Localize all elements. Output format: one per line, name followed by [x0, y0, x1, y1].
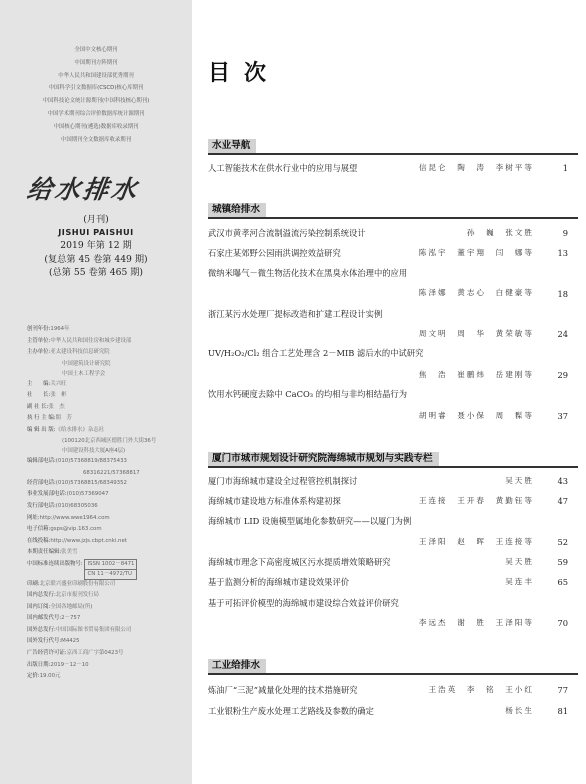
page-number: 59	[557, 557, 568, 567]
meta-label: 副 社 长:	[27, 403, 49, 410]
article-authors: 吴天胜	[505, 557, 534, 566]
index-item: 中国期刊全文数据库收录期刊	[60, 136, 132, 143]
meta-value: (010)57369047	[66, 491, 109, 498]
meta-row	[27, 359, 187, 369]
index-item: 中国科技论文统计源期刊(中国科技核心期刊)	[42, 98, 150, 105]
meta-row	[27, 524, 187, 536]
meta-value: 68316221/57368817	[83, 469, 140, 476]
meta-label: 国外发行代号:	[27, 638, 62, 645]
meta-row	[27, 324, 187, 336]
section-divider	[208, 217, 578, 219]
article-authors: 王连接 王开春 黄勤钰等	[418, 496, 534, 505]
meta-label: 本期责任编辑:	[27, 549, 62, 556]
issn-value: ISSN 1002－8471	[84, 559, 137, 570]
article-authors: 李远杰 谢 胜 王泽阳等	[418, 618, 534, 627]
meta-value: 关兴旺	[50, 380, 67, 387]
meta-value: (010)57368819/88375433	[55, 458, 127, 465]
meta-label: 网址:	[27, 514, 40, 521]
meta-label: 创刊年份:	[27, 326, 51, 332]
publication-details	[27, 324, 187, 683]
meta-row	[27, 336, 187, 348]
article-authors: 吴天胜	[505, 476, 534, 485]
meta-row	[27, 369, 187, 379]
article-authors: 孙 巍 张文胜	[466, 228, 534, 237]
page-number: 37	[557, 411, 568, 421]
meta-label: 主 编:	[27, 380, 51, 387]
section-heading-label: 城镇给排水	[208, 203, 266, 217]
index-item: 中华人民共和国建设部优秀期刊	[58, 72, 134, 79]
meta-row	[27, 648, 187, 660]
article-title: 厦门市海绵城市建设全过程管控机制探讨	[208, 476, 358, 486]
cn-value: CN 11－4972/TU	[84, 570, 137, 580]
article-title: 武汉市黄孝河合流制溢流污染控制系统设计	[208, 228, 366, 238]
table-of-contents	[192, 0, 586, 784]
meta-label: 社 长:	[27, 392, 51, 399]
article-authors: 陈泓宇 董宇翔 闫 娜等	[418, 248, 534, 257]
toc-entry[interactable]	[208, 495, 546, 507]
page-number: 52	[557, 537, 568, 547]
page-title: 目次	[208, 60, 281, 86]
section-heading	[208, 139, 256, 153]
meta-label: 执 行 主 编:	[27, 415, 56, 422]
toc-entry[interactable]	[208, 267, 546, 299]
toc-entry[interactable]	[208, 576, 546, 588]
article-authors: 周文明 周 华 黄荣敏等	[418, 329, 534, 338]
toc-entry[interactable]	[208, 347, 546, 379]
meta-label: 国内订阅:	[27, 603, 51, 610]
meta-value: 中国建筑设计研究院	[62, 360, 111, 367]
meta-row	[27, 513, 187, 525]
meta-row	[27, 671, 187, 683]
meta-value: (100120北京西城区德胜门外大街36号	[62, 438, 157, 445]
page-number: 47	[557, 496, 568, 506]
meta-row	[27, 613, 187, 625]
toc-entry[interactable]	[208, 515, 546, 547]
meta-row	[27, 425, 187, 437]
meta-value: 閤 芳	[55, 415, 72, 422]
toc-entry[interactable]	[208, 556, 546, 568]
frequency: (月刊)	[83, 214, 109, 225]
index-item: 中国核心期刊(遴选)数据库收录期刊	[53, 123, 139, 130]
meta-row	[27, 547, 187, 559]
article-title: 人工智能技术在供水行业中的应用与展望	[208, 163, 358, 173]
toc-entry[interactable]	[208, 308, 546, 340]
meta-label: 国外总发行:	[27, 626, 56, 633]
section-heading	[208, 659, 266, 673]
journal-pinyin: JISHUI PAISHUI	[58, 227, 134, 238]
meta-label: 编辑部电话:	[27, 458, 56, 465]
article-title: 浙江某污水处理厂提标改造和扩建工程设计实例	[208, 309, 383, 319]
article-title: 海绵城市建设地方标准体系构建初探	[208, 496, 341, 506]
page-number: 24	[557, 329, 568, 339]
article-authors: 焦 浩 崔鹏炜 岳建刚等	[418, 370, 534, 379]
section-divider	[208, 153, 578, 155]
meta-row	[27, 478, 187, 490]
meta-value: 《给水排水》杂志社	[55, 426, 105, 433]
meta-row	[27, 446, 187, 456]
meta-row	[27, 636, 187, 648]
meta-label: 国内邮发代号:	[27, 615, 62, 622]
meta-value: 全国各地邮局(所)	[50, 603, 93, 610]
toc-entry[interactable]	[208, 388, 546, 420]
meta-value: 张 杰	[48, 403, 65, 410]
toc-entry[interactable]	[208, 475, 546, 487]
page-number: 81	[557, 706, 568, 716]
meta-value: M4425	[61, 638, 80, 645]
meta-row	[27, 536, 187, 548]
meta-row	[27, 590, 187, 602]
email-link[interactable]: gsps@vip.163.com	[50, 526, 102, 533]
article-title: 基于监测分析的海绵城市建设效果评价	[208, 577, 350, 587]
meta-value: 中国土木工程学会	[62, 370, 106, 377]
article-title: 基于可拓评价模型的海绵城市建设综合效益评价研究	[208, 598, 399, 608]
toc-entry[interactable]	[208, 597, 546, 629]
meta-row	[27, 413, 187, 425]
volume-line-1: (复总第 45 卷第 449 期)	[44, 253, 148, 265]
index-item: 中国学术期刊综合评价数据库统计源期刊	[47, 110, 145, 117]
meta-row	[27, 501, 187, 513]
submission-link[interactable]: http://www.jzjs.cbpt.cnki.net	[50, 537, 127, 544]
page-number: 29	[557, 370, 568, 380]
meta-row-issn	[27, 559, 187, 579]
section-heading-label: 工业给排水	[208, 659, 266, 673]
article-title: 海绵城市 LID 设施模型属地化参数研究——以厦门为例	[208, 516, 412, 526]
meta-value: 1964年	[50, 326, 70, 332]
journal-logo: 给水排水	[25, 175, 142, 204]
meta-row	[27, 379, 187, 391]
page-number: 13	[557, 248, 568, 258]
meta-value: 京西工商广字第0423号	[66, 650, 124, 657]
meta-value: 北京市报刊发行局	[55, 592, 99, 599]
meta-row	[27, 660, 187, 672]
article-authors: 陈泽娜 黄志心 白健豪等	[418, 288, 534, 297]
meta-row	[27, 625, 187, 637]
toc-entry[interactable]	[208, 705, 546, 717]
section-divider	[208, 466, 578, 468]
meta-row	[27, 436, 187, 446]
section-heading-label: 水业导航	[208, 139, 256, 153]
article-authors: 信昆仑 陶 涛 李树平等	[418, 163, 534, 172]
meta-value: 中国建设科技大厦A座4层)	[62, 448, 126, 455]
meta-value: 张美雪	[61, 549, 78, 556]
meta-label: 主办单位:	[27, 349, 51, 356]
meta-value: (010)68305036	[55, 503, 98, 510]
meta-row	[27, 390, 187, 402]
meta-label: 主管单位:	[27, 337, 51, 344]
meta-label: 印刷:	[27, 580, 40, 587]
meta-label: 在线投稿:	[27, 537, 51, 544]
meta-row	[27, 468, 187, 478]
issue-info	[0, 213, 192, 279]
meta-label: 电子信箱:	[27, 526, 51, 533]
article-title: 石家庄某郊野公园雨洪调控效益研究	[208, 248, 341, 258]
section-heading	[208, 203, 266, 217]
meta-value: 19.00元	[39, 673, 61, 680]
index-item: 中国期刊方阵期刊	[74, 59, 118, 66]
meta-value: 张 彬	[50, 392, 67, 399]
meta-value: 2－757	[61, 615, 81, 622]
meta-row	[27, 602, 187, 614]
masthead-sidebar	[0, 0, 192, 784]
meta-row	[27, 347, 187, 359]
article-title: 炼油厂“三泥”减量化处理的技术措施研究	[208, 685, 358, 695]
meta-label: 定价:	[27, 673, 40, 680]
index-item: 中国科学引文数据库(CSCD)核心库期刊	[48, 85, 144, 92]
page-number: 65	[557, 577, 568, 587]
volume-line-2: (总第 55 卷第 465 期)	[48, 266, 143, 278]
toc-entry[interactable]	[208, 162, 546, 174]
article-authors: 王泽阳 赵 晖 王连接等	[418, 537, 534, 546]
meta-label: 广告经营许可证:	[27, 650, 67, 657]
section-divider	[208, 673, 578, 675]
toc-entry[interactable]	[208, 227, 546, 239]
meta-label: 编 辑 出 版:	[27, 426, 56, 433]
meta-label: 发行部电话:	[27, 503, 56, 510]
meta-value: 中国国际图书贸易集团有限公司	[55, 626, 132, 633]
meta-label: 中国标准连续出版物号:	[27, 560, 83, 567]
meta-row	[27, 489, 187, 501]
article-authors: 吴连丰	[505, 577, 534, 586]
index-list	[0, 44, 192, 146]
article-title: 海绵城市理念下高密度城区污水提质增效策略研究	[208, 557, 391, 567]
article-title: 微纳米曝气－微生物活化技术在黑臭水体治理中的应用	[208, 268, 408, 278]
meta-label: 事业发展部电话:	[27, 491, 67, 498]
website-link[interactable]: http://www.wwe1964.com	[39, 514, 110, 521]
section-heading	[208, 452, 439, 466]
article-authors: 胡明睿 聂小保 周 髹等	[418, 411, 534, 420]
issue-number: 2019 年第 12 期	[60, 240, 132, 252]
meta-label: 出版日期:	[27, 661, 51, 668]
page-number: 1	[562, 163, 568, 173]
meta-value: 北京联兴盛业印刷股份有限公司	[39, 580, 116, 587]
page-number: 18	[557, 289, 568, 299]
toc-entry[interactable]	[208, 247, 546, 259]
meta-label: 经营部电话:	[27, 479, 56, 486]
meta-row	[27, 579, 187, 591]
meta-label: 国内总发行:	[27, 592, 56, 599]
meta-row	[27, 402, 187, 414]
section-heading-label: 厦门市城市规划设计研究院海绵城市规划与实践专栏	[208, 452, 439, 466]
toc-entry[interactable]	[208, 684, 546, 696]
page-number: 9	[562, 228, 568, 238]
meta-value: 亚太建设科技信息研究院	[50, 349, 110, 356]
meta-value: 中华人民共和国住房和城乡建设部	[50, 337, 132, 344]
meta-value: 2019－12－10	[50, 661, 89, 668]
article-authors: 王浩英 李 铭 王小红	[428, 685, 534, 694]
page-number: 43	[557, 476, 568, 486]
article-title: 工业银粉生产废水处理工艺路线及参数的确定	[208, 706, 374, 716]
page-number: 70	[557, 618, 568, 628]
meta-row	[27, 456, 187, 468]
article-authors: 杨长生	[505, 706, 534, 715]
page-number: 77	[557, 685, 568, 695]
article-title: 饮用水钙硬度去除中 CaCO₃ 的均相与非均相结晶行为	[208, 389, 407, 399]
article-title: UV/H₂O₂/Cl₂ 组合工艺处理含 2－MIB 滤后水的中试研究	[208, 348, 424, 358]
index-item: 全国中文核心期刊	[74, 47, 118, 53]
meta-value: (010)57368815/68349352	[55, 479, 127, 486]
